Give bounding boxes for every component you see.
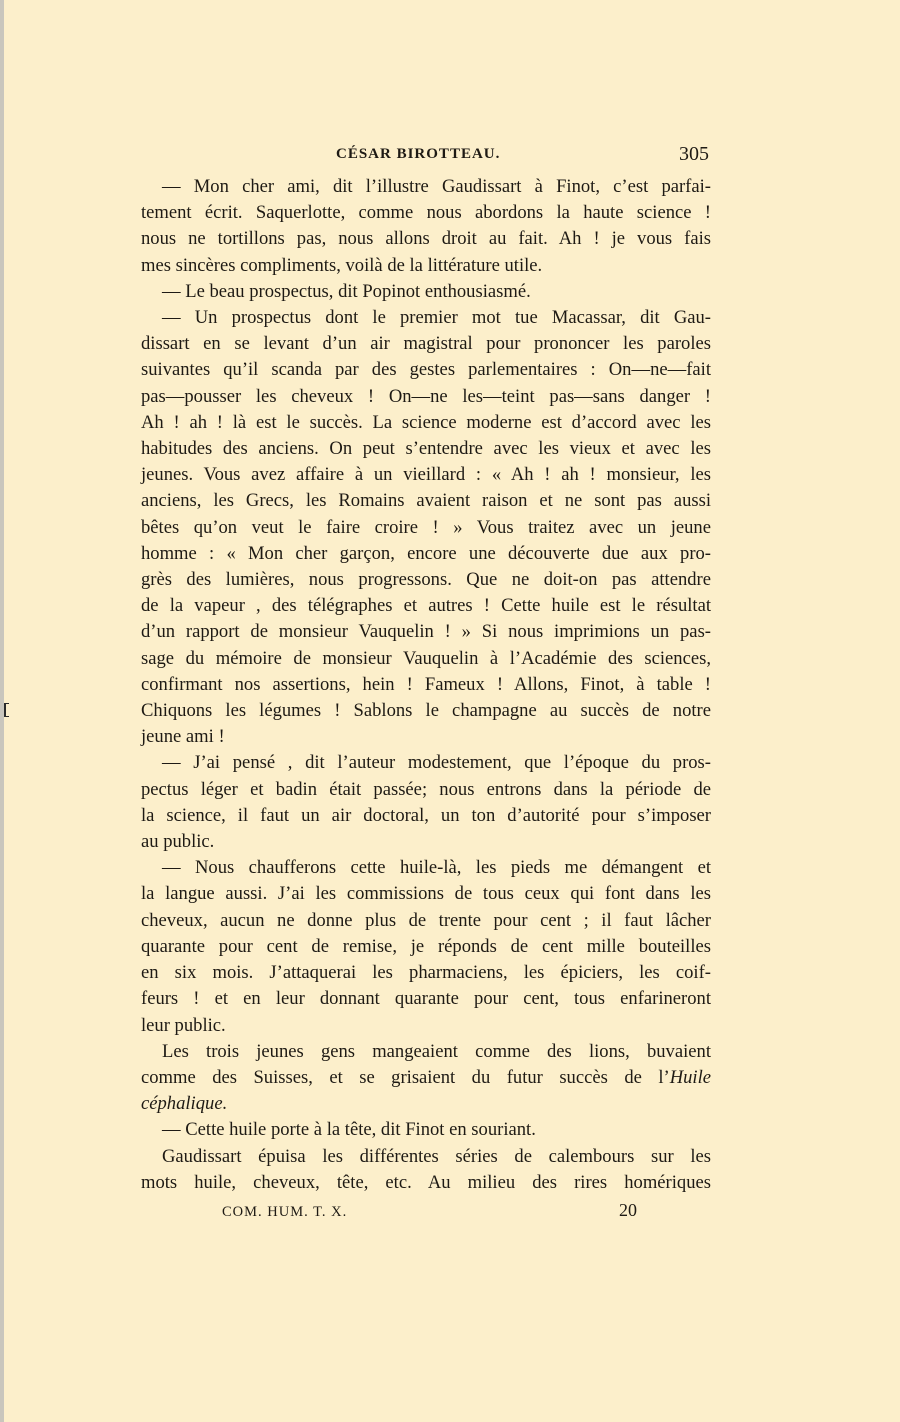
page-number: 305 bbox=[679, 143, 709, 165]
text-line: leur public. bbox=[141, 1014, 226, 1036]
text-line: nous ne tortillons pas, nous allons droit au fait. Ah ! je vous fais bbox=[141, 228, 711, 250]
text-line: mes sincères compliments, voilà de la littérature utile. bbox=[141, 254, 543, 276]
text-line: Gaudissart épuisa les différentes séries de calembours sur les bbox=[162, 1145, 711, 1167]
text-line: anciens, les Grecs, les Romains avaient raison et ne sont pas aussi bbox=[141, 490, 711, 512]
text-line: la langue aussi. J’ai les commissions de tous ceux qui font dans les bbox=[141, 883, 711, 905]
text-fragment: comme des Suisses, et se grisaient du futur succès de l’ bbox=[141, 1066, 670, 1088]
italic-title-word: céphalique. bbox=[141, 1093, 228, 1115]
text-line: suivantes qu’il scanda par des gestes parlementaires : On—ne—fait bbox=[141, 359, 711, 381]
paragraph bbox=[141, 279, 711, 305]
text-line: d’un rapport de monsieur Vauquelin ! » Si nous imprimions un pas- bbox=[141, 621, 711, 643]
text-line: pas—pousser les cheveux ! On—ne les—teint pas—sans danger ! bbox=[141, 385, 711, 407]
page-footer bbox=[141, 1198, 711, 1224]
text-line: sage du mémoire de monsieur Vauquelin à l’Académie des sciences, bbox=[141, 647, 711, 669]
signature-number: 20 bbox=[619, 1199, 637, 1220]
text-line: Les trois jeunes gens mangeaient comme des lions, buvaient bbox=[162, 1040, 711, 1062]
text-line: grès des lumières, nous progressons. Que ne doit-on pas attendre bbox=[141, 569, 711, 591]
running-title: CÉSAR BIROTTEAU. bbox=[336, 146, 501, 162]
text-line: jeunes. Vous avez affaire à un vieillard : « Ah ! ah ! monsieur, les bbox=[141, 464, 711, 486]
text-line: au public. bbox=[141, 831, 215, 853]
text-line: feurs ! et en leur donnant quarante pour cent, tous enfarineront bbox=[141, 988, 711, 1010]
text-line bbox=[141, 1065, 711, 1091]
italic-title-word: Huile bbox=[669, 1066, 711, 1088]
text-line: confirmant nos assertions, hein ! Fameux ! Allons, Finot, à table ! bbox=[141, 673, 711, 695]
text-line: Ah ! ah ! là est le succès. La science moderne est d’accord avec les bbox=[141, 411, 711, 433]
text-line: de la vapeur , des télégraphes et autres ! Cette huile est le résultat bbox=[141, 595, 711, 617]
running-head bbox=[141, 140, 711, 174]
text-line: — Un prospectus dont le premier mot tue Macassar, dit Gau- bbox=[162, 307, 711, 329]
text-line: — J’ai pensé , dit l’auteur modestement, que l’époque du pros- bbox=[162, 752, 711, 774]
text-line: tement écrit. Saquerlotte, comme nous abordons la haute science ! bbox=[141, 202, 711, 224]
paragraph bbox=[141, 1117, 711, 1143]
text-line: mots huile, cheveux, tête, etc. Au milieu des rires homériques bbox=[141, 1171, 711, 1193]
text-line: jeune ami ! bbox=[141, 726, 225, 748]
text-line: pectus léger et badin était passée; nous entrons dans la période de bbox=[141, 778, 711, 800]
text-line: Chiquons les légumes ! Sablons le champagne au succès de notre bbox=[141, 700, 711, 722]
paragraph bbox=[141, 1039, 711, 1118]
margin-bracket-mark bbox=[4, 703, 9, 717]
text-line: homme : « Mon cher garçon, encore une découverte due aux pro- bbox=[141, 542, 711, 564]
text-line: — Nous chaufferons cette huile-là, les pieds me démangent et bbox=[162, 857, 711, 879]
text-line: — Mon cher ami, dit l’illustre Gaudissart à Finot, c’est parfai- bbox=[162, 176, 711, 197]
book-page bbox=[141, 140, 711, 1224]
text-line: la science, il faut un air doctoral, un ton d’autorité pour s’imposer bbox=[141, 804, 711, 826]
printer-signature: COM. HUM. T. X. bbox=[222, 1203, 348, 1220]
text-line: dissart en se levant d’un air magistral pour prononcer les paroles bbox=[141, 333, 711, 355]
paragraph bbox=[141, 750, 711, 855]
text-line: bêtes qu’on veut le faire croire ! » Vous traitez avec un jeune bbox=[141, 516, 711, 538]
text-line: en six mois. J’attaquerai les pharmaciens, les épiciers, les coif- bbox=[141, 962, 711, 984]
text-line: — Le beau prospectus, dit Popinot enthousiasmé. bbox=[162, 280, 531, 302]
text-line: cheveux, aucun ne donne plus de trente pour cent ; il faut lâcher bbox=[141, 909, 711, 931]
body-text bbox=[141, 174, 711, 1196]
paragraph bbox=[141, 174, 711, 279]
text-line: quarante pour cent de remise, je réponds de cent mille bouteilles bbox=[141, 935, 711, 957]
paragraph bbox=[141, 1144, 711, 1196]
paragraph bbox=[141, 305, 711, 750]
text-line: habitudes des anciens. On peut s’entendre avec les vieux et avec les bbox=[141, 438, 711, 460]
text-line: — Cette huile porte à la tête, dit Finot en souriant. bbox=[162, 1119, 536, 1141]
paragraph bbox=[141, 855, 711, 1038]
